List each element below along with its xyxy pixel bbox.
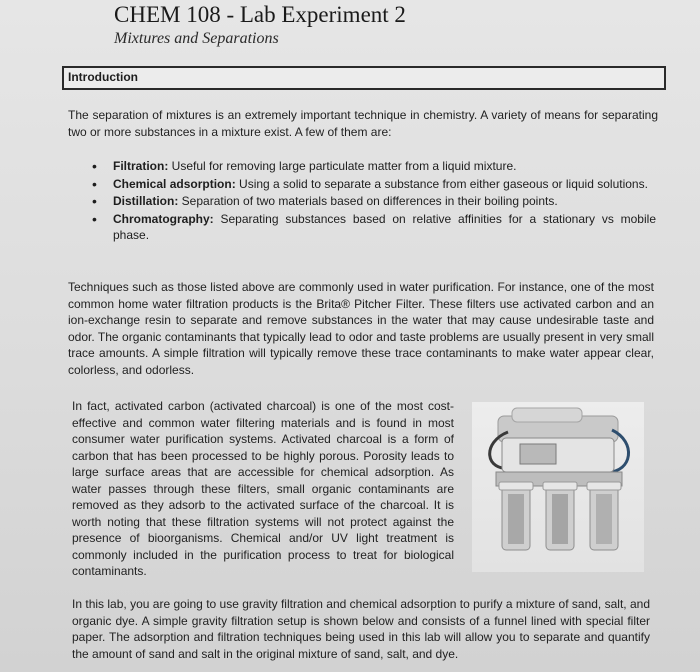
- method-description: Useful for removing large particulate matter from a liquid mixture.: [168, 159, 517, 173]
- water-purification-paragraph: Techniques such as those listed above are commonly used in water purification. For instance, one of the most common home water filtration products is the Brita® Pitcher Filter. These filters use activated carbon and an ion-exchange resin to separate and remove substances in the water that may cause undesirable taste and odor. The organic contaminants that typically lead to odor and taste problems are usually present in very small trace amounts. A simple filtration will typically remove these trace contaminants to make water appear clear, colorless, and odorless.: [68, 280, 654, 377]
- method-term: Distillation:: [113, 194, 179, 208]
- separation-methods-list: [92, 158, 656, 245]
- list-item: [92, 176, 656, 193]
- method-term: Chromatography:: [113, 211, 214, 226]
- page-title: CHEM 108 - Lab Experiment 2: [114, 2, 406, 27]
- bullet-icon: •: [92, 158, 97, 174]
- page-subtitle: Mixtures and Separations: [114, 30, 279, 47]
- water-filter-photo: [472, 402, 644, 572]
- method-description: Separating substances based on relative affinities for a stationary vs mobile phase.: [113, 211, 656, 242]
- section-heading: Introduction: [68, 70, 138, 84]
- method-description: Using a solid to separate a substance from either gaseous or liquid solutions.: [235, 176, 648, 191]
- bullet-icon: •: [92, 175, 97, 192]
- water-filter-illustration: [472, 402, 644, 572]
- list-item: [92, 158, 656, 175]
- bullet-icon: •: [92, 193, 97, 209]
- lab-summary-paragraph: In this lab, you are going to use gravity filtration and chemical adsorption to purify a mixture of sand, salt, and organic dye. A simple gravity filtration setup is shown below and consists of a funnel lined with special filter paper. The adsorption and filtration techniques being used in this lab will allow you to separate and quantify the amount of sand and salt in the original mixture of sand, salt, and dye.: [72, 597, 650, 661]
- method-description: Separation of two materials based on differences in their boiling points.: [178, 194, 558, 208]
- intro-paragraph: The separation of mixtures is an extremely important technique in chemistry. A variety of means for separating two or more substances in a mixture exist. A few of them are:: [68, 108, 658, 139]
- activated-carbon-paragraph: In fact, activated carbon (activated charcoal) is one of the most cost-effective and common water filtering materials and is found in most consumer water purification systems. Activated charcoal is a form of carbon that has been processed to be highly porous. Porosity leads to large surface areas that are accessible for chemical adsorption. As water passes through these filters, small organic contaminants are removed as they adsorb to the activated surface of the charcoal. It is worth noting that these filtration systems will not protect against the presence of bioorganisms. Chemical and/or UV light treatment is commonly included in the purification process to treat for biological contaminants.: [72, 399, 454, 578]
- method-term: Chemical adsorption:: [113, 176, 236, 191]
- list-item: [92, 193, 656, 210]
- method-term: Filtration:: [113, 159, 169, 173]
- section-header-box: [62, 66, 666, 90]
- bullet-icon: •: [92, 210, 97, 227]
- list-item: [92, 211, 656, 244]
